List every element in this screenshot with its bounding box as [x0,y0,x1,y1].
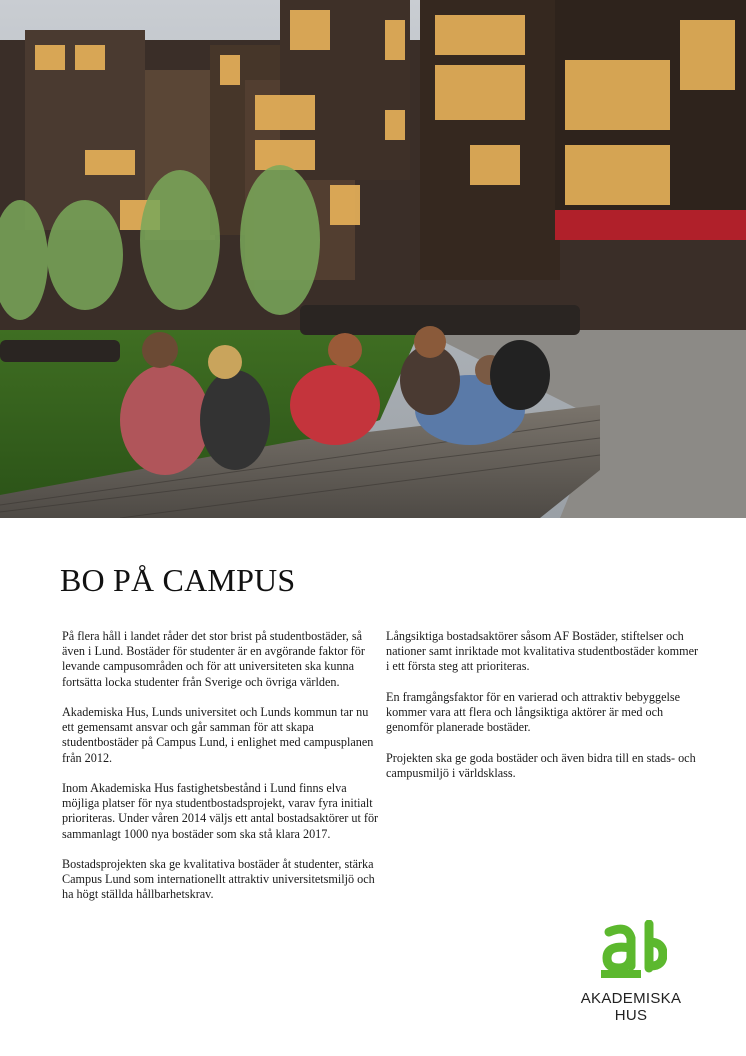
paragraph: Långsiktiga bostadsaktörer såsom AF Bostäder, stiftelser och nationer samt inriktade mot kvalitativa studentbostäder kommer i ett första steg att prioriteras. [386,629,699,674]
logo-text: AKADEMISKA HUS [580,990,682,1024]
paragraph: På flera håll i landet råder det stor brist på studentbostäder, så även i Lund. Bostäder för studenter är en avgörande faktor för levande campusområden och för att universiteten ska kunna fortsätta locka studenter från Sverige och övriga världen. [62,629,365,689]
left-text-column [62,629,380,918]
hero-photo [0,0,746,518]
paragraph: Bostadsprojekten ska ge kvalitativa bostäder åt studenter, stärka Campus Lund som internationellt attraktiv universitetsmiljö och ha högt ställda hållbarhetskrav. [62,857,375,902]
paragraph: Inom Akademiska Hus fastighetsbestånd i Lund finns elva möjliga platser för nya studentbostadsprojekt, varav fyra initialt prioriteras. Under våren 2014 väljs ett antal bostadsaktörer ut för sammanlagt 1000 nya bostäder som ska stå klara 2017. [62,781,379,841]
page-title: BO PÅ CAMPUS [60,562,296,598]
akademiska-hus-logo [565,920,697,1024]
paragraph: En framgångsfaktor för en varierad och attraktiv bebyggelse kommer vara att flera och långsiktiga aktörer är med och genomför planerade bostäder. [386,689,681,735]
campus-courtyard-photo [0,0,746,518]
paragraph: Projekten ska ge goda bostäder och även bidra till en stads- och campusmiljö i världsklass. [386,750,696,780]
paragraph: Akademiska Hus, Lunds universitet och Lunds kommun tar nu ett gemensamt ansvar och går samman för att skapa studentbostäder på Campus Lund, i enlighet med campusplanen från 2012. [62,705,374,765]
akademiska-hus-logo-icon [597,920,667,980]
right-text-column [386,629,704,796]
